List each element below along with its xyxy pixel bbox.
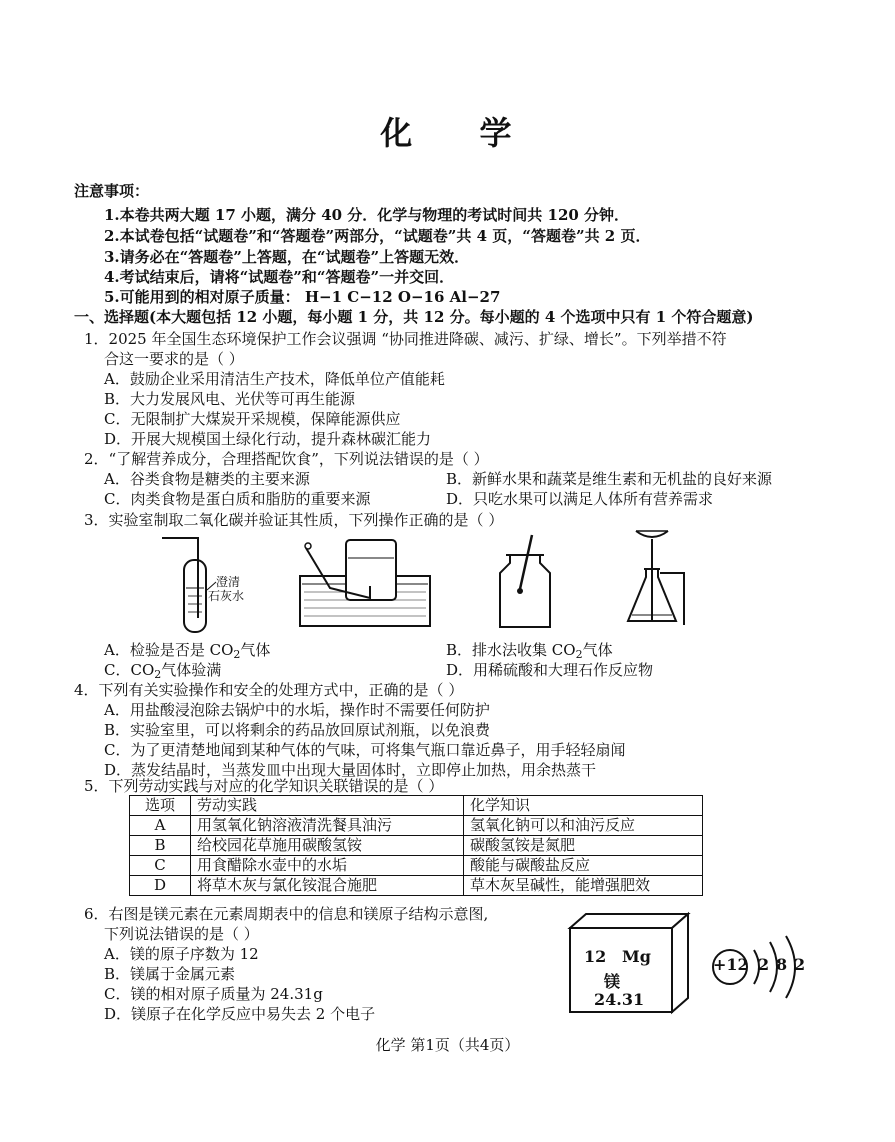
q4-option-c: C．为了更清楚地闻到某种气体的气味，可将集气瓶口靠近鼻子，用手轻轻扇闻 [104,741,626,759]
q2-stem: 2．“了解营养成分，合理搭配饮食”，下列说法错误的是（ ） [84,450,489,468]
q3-option-a: A．检验是否是 $CO_2$气体 [104,641,271,661]
q4-option-d: D．蒸发结晶时，当蒸发皿中出现大量固体时，立即停止加热，用余热蒸干 [104,761,597,779]
table-header-knowledge: 化学知识 [464,796,703,816]
q3-stem: 3．实验室制取二氧化碳并验证其性质，下列操作正确的是（ ） [84,511,504,529]
q5-stem: 5．下列劳动实践与对应的化学知识关联错误的是（ ） [84,777,444,795]
q4-option-a: A．用盐酸浸泡除去锅炉中的水垢，操作时不需要任何防护 [104,701,490,719]
table-header-row [130,796,703,816]
q4-stem: 4．下列有关实验操作和安全的处理方式中，正确的是（ ） [74,681,464,699]
atom-shell-2: 8 [776,955,788,974]
q6-stem-line1: 6．右图是镁元素在元素周期表中的信息和镁原子结构示意图, [84,905,489,923]
table-cell: 草木灰呈碱性，能增强肥效 [464,876,703,896]
q3-figure-b-water-trough [290,528,440,633]
table-cell: 用氢氧化钠溶液清洗餐具油污 [191,816,464,836]
q1-option-d: D．开展大规模国土绿化行动，提升森林碳汇能力 [104,430,432,448]
table-header-practice: 劳动实践 [191,796,464,816]
page-footer: 化学 第1页（共4页） [375,1036,520,1054]
q1-option-c: C．无限制扩大煤炭开采规模，保障能源供应 [104,410,401,428]
q6-option-a: A．镁的原子序数为 12 [104,945,259,963]
table-cell: 氢氧化钠可以和油污反应 [464,816,703,836]
table-row [130,856,703,876]
atom-shell-3: 2 [794,955,806,974]
q1-stem-line1: 1．2025 年全国生态环境保护工作会议强调 “协同推进降碳、减污、扩绿、增长”。下列举措不符 [84,330,727,348]
title-char-1: 化 [380,114,416,152]
q3-figure-label-2: 石灰水 [208,589,245,603]
q3-option-c: C．$CO_2$气体验满 [104,661,222,681]
table-cell: D [130,876,191,896]
q1-option-b: B．大力发展风电、光伏等可再生能源 [104,390,356,408]
table-cell: B [130,836,191,856]
q3-figure-label-1: 澄清 [216,575,241,589]
q3-figure-a-test-tube [150,530,270,635]
q5-table [129,795,703,896]
q6-option-c: C．镁的相对原子质量为 24.31g [104,985,323,1003]
q3-option-b: B．排水法收集 $CO_2$气体 [446,641,613,661]
table-cell: 酸能与碳酸盐反应 [464,856,703,876]
element-atomic-mass: 24.31 [594,990,645,1009]
table-cell: 用食醋除水壶中的水垢 [191,856,464,876]
element-symbol: Mg [622,947,651,966]
q3-figure-c-gas-bottle [492,533,562,633]
table-cell: 碳酸氢铵是氮肥 [464,836,703,856]
table-cell: 给校园花草施用碳酸氢铵 [191,836,464,856]
element-atomic-number: 12 [584,947,607,966]
q2-option-a: A．谷类食物是糖类的主要来源 [104,470,310,488]
atom-shell-1: 2 [758,955,770,974]
table-row [130,876,703,896]
title-char-2: 学 [479,114,515,152]
table-row [130,816,703,836]
q6-option-b: B．镁属于金属元素 [104,965,236,983]
q2-option-c: C．肉类食物是蛋白质和脂肪的重要来源 [104,490,371,508]
q3-option-d: D．用稀硫酸和大理石作反应物 [446,661,654,679]
table-cell: A [130,816,191,836]
table-cell: 将草木灰与氯化铵混合施肥 [191,876,464,896]
q6-option-d: D．镁原子在化学反应中易失去 2 个电子 [104,1005,376,1023]
table-header-option: 选项 [130,796,191,816]
q1-stem-line2: 合这一要求的是（ ） [104,350,244,368]
q2-option-b: B．新鲜水果和蔬菜是维生素和无机盐的良好来源 [446,470,773,488]
notice-heading: 注意事项： [74,182,150,200]
q3-figure-d-flask [622,525,702,635]
element-name: 镁 [604,972,621,991]
section-1-heading: 一、选择题(本大题包括 12 小题，每小题 1 分，共 12 分。每小题的 4 个选项中只有 1 个符合题意) [74,308,754,326]
notice-item-1: 1.本卷共两大题 17 小题，满分 40 分．化学与物理的考试时间共 120 分钟． [104,206,630,224]
table-row [130,836,703,856]
q6-stem-line2: 下列说法错误的是（ ） [104,925,259,943]
notice-item-4: 4.考试结束后，请将“试题卷”和“答题卷”一并交回． [104,268,455,286]
notice-item-3: 3.请务必在“答题卷”上答题，在“试题卷”上答题无效． [104,248,470,266]
q2-option-d: D．只吃水果可以满足人体所有营养需求 [446,490,714,508]
notice-item-2: 2.本试卷包括“试题卷”和“答题卷”两部分，“试题卷”共 4 页，“答题卷”共 2 页． [104,227,651,245]
q4-option-b: B．实验室里，可以将剩余的药品放回原试剂瓶，以免浪费 [104,721,491,739]
notice-item-5: 5.可能用到的相对原子质量： H−1 C−12 O−16 Al−27 [104,288,501,306]
page-title [0,108,895,154]
table-cell: C [130,856,191,876]
atom-nucleus: +12 [713,955,749,974]
q1-option-a: A．鼓励企业采用清洁生产技术，降低单位产值能耗 [104,370,445,388]
